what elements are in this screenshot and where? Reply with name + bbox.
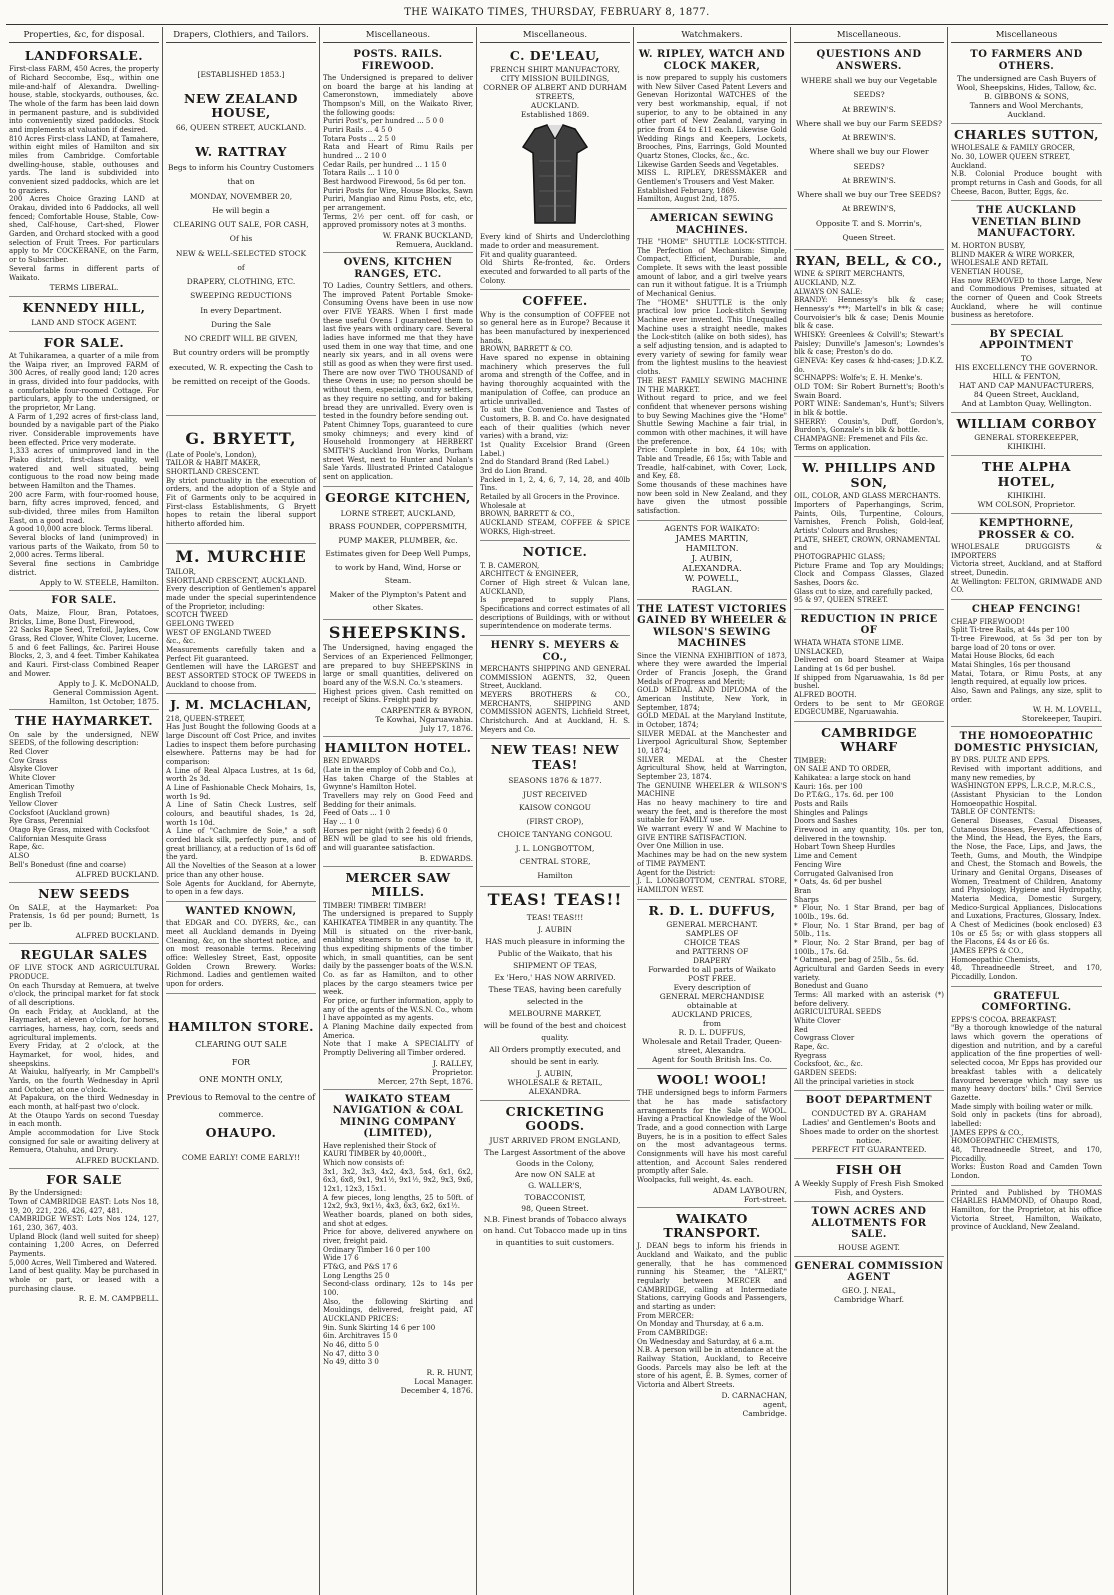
ad-body: Have replenished their Stock of KAURI TIMBER by 40,000ft., Which now consists of: 3x1, 3x2, 3x3, 4x2, 4x3, 5x4, 6x1, 6x2, 6x3, 6x8, 9x1, 9x1½, 9x1½, 9x2, 9x3, 9x6, 12x1, 12x3, 15x1. A few pieces, long lengths, 25 to 50ft. of 12x2, 9x3, 9x1½, 4x3, 6x3, 6x2, 6x1½. Weather boards, planed on both sides, and shot at edges. Price for above, delivered anywhere on river, freight paid. Ordinary Timber 16 0 per 100 Wide 17 6 FT&G, and P&S 17 6 Long Lengths 25 0 Second-class ordinary, 12s to 14s per 100. Also, the following Skirting and Mouldings, delivered, freight paid, AT AUCKLAND PRICES: 9in. Sunk Skirting 14 6 per 100 6in. Architraves 15 0 No 46, ditto 5 0 No 47, ditto 3 0 No 49, ditto 3 0 [323,1141,473,1367]
ad-posts-rails [323,45,473,253]
ad-body: First-class FARM, 450 Acres, the property of Richard Seccombe, Esq., within one mile-and-half of Alexandra. Dwelling-house, stable, stockyards, outhouses, &c. The whole of the farm has been laid down in permanent pasture, and is subdivided into conveniently sized paddocks. Stock and implements at valuation if desired. 810 Acres First-class LAND, at Tamahere, within eight miles of Hamilton and six miles from Cambridge. Comfortable dwelling-house, stable, outhouses and yards. The land is subdivided into convenient sized paddocks, which are let to graziers. 200 Acres Choice Grazing LAND at Orakau, divided into 6 Paddocks, all well fenced; Comfortable House, Stable, Cow-shed, Calf-house, Cart-shed, Flower Garden, and Orchard stocked with a good selection of Fruit Trees. For particulars apply to Mr COCKERANE, on the Farm, or to Subscriber. Several farms in different parts of Waikato. [9,65,159,282]
ad-body: TAILOR, SHORTLAND CRESCENT, AUCKLAND. Every description of Gentlemen's apparel made under the special superintendence of the Proprietor, including: SCOTCH TWEED GEELONG TWEED WEST OF ENGLAND TWEED &c., &c. Measurements carefully taken and a Perfect Fit guaranteed. Gentlemen will have the LARGEST and BEST ASSORTED STOCK OF TWEEDS in Auckland to choose from. [166,567,316,689]
ad-signature: R. R. HUNT, Local Manager. December 4, 1876. [400,1368,473,1396]
ad-body: 218, QUEEN-STREET, Has Just Bought the following Goods at a large Discount off Cost Price, and invites Ladies to inspect them before purchasing elsewhere. Patterns may be had for comparison: A Line of Real Alpaca Lustres, at 1s 6d, worth 2s 3d. A Line of Fashionable Check Mohairs, 1s, worth 1s 9d. A Line of Satin Check Lustres, self colours, and beautiful shades, 1s 2d, worth 1s 10d. A Line of "Cachmire de Soie," a soft corded black silk, perfectly pure, and of great brilliancy, at a reduction of 1s 6d off the yard. All the Novelties of the Season at a lower price than any other house. Sole Agents for Auckland, for Abernyte, to open in a few days. [166,714,316,897]
ad-venetian-blind [951,201,1102,325]
ad-mercer-saw-mills [323,867,473,1090]
ad-title: THE HAYMARKET. [14,713,154,729]
ad-body: The Undersigned is prepared to deliver on board the barge at his landing at Cameronstown, immediately above Thompson's Mill, on the Waikato River, the following goods: Puriri Post's, per hundred ... 5 0 0 Puriri Rails ... 4 5 0 Totara Posts ... 2 5 0 Rata and Heart of Rimu Rails per hundred ... 2 10 0 Cedar Rails, per hundred ... 1 15 0 Totara Rails ... 1 10 0 Best hardwood Firewood, 5s 6d per ton. Puriri Posts for Wire, House Blocks, Sawn Puriri, Mangiao and Rimu Posts, etc, etc, per arrangement. Terms, 2½ per cent. off for cash, or approved promissory notes at 3 months. [323,74,473,230]
ad-title: WAIKATO STEAM NAVIGATION & COAL MINING COMPANY (LIMITED), [332,1093,464,1140]
ad-bryett [166,416,316,543]
ad-title: NEW SEEDS [38,886,130,902]
ad-slogan: COME EARLY! COME EARLY!! [181,1153,301,1163]
ad-body: On sale by the undersigned, NEW SEEDS, of the following description: Red Clover Cow Grass Alsyke Clover White Clover American Timothy English Trefoil Yellow Clover Cocksfoot (Auckland grown) Rye Grass, Perennial Otago Rye Grass, mixed with Cocksfoot Californian Mesquite Grass Rape, &c. ALSO Bell's Bonedust (fine and coarse) [9,730,159,869]
ad-title: GEORGE KITCHEN, [325,489,471,505]
ad-title: THE ALPHA HOTEL, [982,459,1071,489]
ad-body: THE undersigned begs to inform Farmers that he has made satisfactory arrangements for the Sale of WOOL. Having a Practical Knowledge of the Wool Trade, and a good connection with Large Buyers, he is in a position to effect Sales on the most advantageous terms. Consignments will have his most careful attention, and Account Sales rendered promptly after Sale. Woolpacks, full weight, 4s. each. [637,1089,787,1184]
ad-title: J. M. MCLACHLAN, [170,697,312,713]
ad-sheepskins [323,620,473,737]
ad-epps-cocoa [951,987,1102,1186]
ad-body: JUST ARRIVED FROM ENGLAND, The Largest Assortment of the above Goods in the Colony, Are now ON SALE at G. WALLER'S, TOBACCONIST, 98, Queen Street. N.B. Finest brands of Tobacco always on hand. Cut Tobacco made up in tins in quantities to suit customers. [483,1136,627,1247]
ad-body: TEAS! TEAS!!! J. AUBIN HAS much pleasure in informing the Public of the Waikato, that his SHIPMENT OF TEAS, Ex 'Hero,' HAS NOW ARRIVED. These TEAS, having been carefully selected in the MELBOURNE MARKET, will be found of the best and choicest quality. All Orders promptly executed, and should be sent in early. [483,912,627,1066]
ad-body: WINE & SPIRIT MERCHANTS, AUCKLAND, N.Z. ALWAYS ON SALE: BRANDY: Hennessy's blk & case; Hennessy's ***; Martell's in blk & case; Courvoisier's blk & case; Denis Mounie blk & case. WHISKY: Greenlees & Colvill's; Stewart's Paisley; Dunville's Jameson's; Lowndes's blk & case; Preston's do do. GENEVA: Key cases & hhd-cases; J.D.K.Z. do. SCHNAPPS: Wolfe's; E. H. Menke's. OLD TOM: Sir Robert Burnett's; Booth's Swain Board. PORT WINE: Sandeman's, Hunt's; Silvers in blk & bottle. SHERRY: Cousin's, Duff, Gordon's, Burdon's, Gonzale's in blk & bottle. CHAMPAGNE: Fremenet and Fils &c. Terms on application. [794,270,944,452]
ad-ryan-bell [794,250,944,457]
ad-body: On SALE, at the Haymarket: Poa Pratensis, 1s 6d per pound; Burnett, 1s per lb. [9,903,159,930]
ad-body: CONDUCTED BY A. GRAHAM Ladies' and Gentlemen's Boots and Shoes made to order on the shortest notice. PERFECT FIT GUARANTEED. [799,1108,939,1154]
ad-waikato-transport [637,1208,787,1421]
column-heading: Drapers, Clothiers, and Tailors. [166,27,316,43]
ad-waikato-steam [323,1090,473,1398]
ad-signature: W. H. M. LOVELL, Storekeeper, Taupiri. [1021,705,1102,724]
ad-ripley [637,45,787,209]
ad-title: NOTICE. [522,544,588,560]
ad-title: GRATEFUL COMFORTING. [981,990,1072,1014]
ad-william-corboy [951,413,1102,456]
ad-signature: Apply to J. K. McDONALD, General Commission Agent. Hamilton, 1st October, 1875. [48,679,159,707]
ad-title: FOR SALE. [51,595,117,607]
column-misc-4 [948,27,1105,1595]
masthead: THE WAIKATO TIMES, THURSDAY, FEBRUARY 8, 1877. [6,0,1108,25]
ad-regular-sales [9,944,159,1169]
ad-cricketing-goods [480,1101,630,1252]
ad-body: MERCHANTS SHIPPING AND GENERAL COMMISSION AGENTS, 32, Queen Street, Auckland. MEYERS BROTHERS & CO., MERCHANTS, SHIPPING AND COMMISSION AGENTS, Lichfield Street, Christchurch. And at Auckland, H. S. Meyers and Co. [480,665,630,734]
ad-deleau-shirts [480,45,630,290]
ad-title: CHARLES SUTTON, [954,127,1099,142]
ad-body: SEASONS 1876 & 1877. JUST RECEIVED KAISOW CONGOU (FIRST CROP), CHOICE TANYANG CONGOU. J. L. LONGBOTTOM, CENTRAL STORE, Hamilton [497,776,613,880]
ad-title: FOR SALE [46,1171,122,1187]
ad-title: CAMBRIDGE WHARF [821,725,917,755]
ad-signature: ALFRED BUCKLAND. [75,930,159,940]
column-heading: Miscellaneous. [794,27,944,43]
column-heading: Miscellaneous. [480,27,630,43]
ad-body: WHATA WHATA STONE LIME. UNSLACKED, Delivered on board Steamer at Waipa Landing at 1s 6d per bushel. If shipped from Ngaruawahia, 1s 8d per bushel. ALFRED BOOTH. Orders to be sent to Mr GEORGE EDGECUMBE, Ngaruawahia. [794,638,944,717]
ad-body: At Tuhikaramea, a quarter of a mile from the Waipa river, an Improved FARM of 300 Acres, of really good land; 120 acres in grass, divided into four paddocks, with a comfortable four-roomed Cottage. For particulars, apply to the undersigned, or the proprietor, Mr Lang. A Farm of 1,292 acres of first-class land, bounded by a navigable part of the Piako river. Considerable improvements have been effected. Price very moderate. 1,333 acres of unimproved land in the Piako district, first-class quality, well watered and well situated, being contiguous to the road now being made between Hamilton and the Thames. 200 acre Farm, with four-roomed house, barn, fifty acres improved, fenced, and sub-divided, three miles from Hamilton East, on a good road. A good 10,000 acre block. Terms liberal. Several blocks of land (unimproved) in various parts of the Waikato, from 50 to 2,000 acres. Terms liberal. Several fine sections in Cambridge district. [9,351,159,577]
ad-body: TO HIS EXCELLENCY THE GOVERNOR. HILL & FENTON, HAT AND CAP MANUFACTURERS, 84 Queen Street, Auckland, And at Lambton Quay, Wellington. [955,353,1098,408]
ad-town-acres [794,1202,944,1257]
imprint-text: Printed and Published by THOMAS CHARLES HAMMOND, of Ohaupo Road, Hamilton, for the Proprietor, at his office Victoria Street, Hamilton, Waikato, province of Auckland, New Zealand. [951,1188,1102,1232]
ad-murchie [166,544,316,695]
ad-body: WHOLESALE & FAMILY GROCER, No. 30, LOWER QUEEN STREET, Auckland. N.B. Colonial Produce bought with prompt returns in Cash and Goods, for all Cheese, Bacon, Butter, Eggs, &c. [951,144,1102,196]
column-misc-1 [320,27,477,1595]
ad-body: J. DEAN begs to inform his friends in Auckland and Waikato, and the public generally, that he has commenced running his Steamer, the "ALERT," regularly between MERCER and CAMBRIDGE, calling at Intermediate Stations, carrying Goods and Passengers, and starting as under: From MERCER: On Monday and Thursday, at 6 a.m. From CAMBRIDGE: On Wednesday and Saturday, at 6 a.m. N.B. A person will be in attendance at the Railway Station, Auckland, to Receive Goods. Parcels may also be left at the store of his agent, E. B. Symes, corner of Victoria and Albert Streets. [637,1242,787,1390]
ad-title: LANDFORSALE. [24,48,144,63]
ad-title: TOWN ACRES AND ALLOTMENTS FOR SALE. [811,1206,927,1241]
ad-homoeopathic [951,727,1102,986]
ad-body: is now prepared to supply his customers with New Silver Cased Patent Levers and Genevan Horizontal WATCHES of the very best workmanship, equal, if not superior, to any to be obtained in any other part of New Zealand, varying in price from £4 to £11 each. Likewise Gold Wedding Rings and Keepers, Lockets, Brooches, Pins, Earrings, Gold Mounted Quartz Stones, Clocks, &c., &c. Likewise Garden Seeds and Vegetables. MISS L. RIPLEY, DRESSMAKER and Gentlemen's Trousers and Vest Maker. Established February, 1869. Hamilton, August 2nd, 1875. [637,74,787,204]
ad-title: NEW ZEALAND HOUSE, [184,91,298,121]
ad-title: CHEAP FENCING! [971,604,1082,616]
ad-new-teas [480,739,630,887]
ad-phillips [794,457,944,609]
ad-signature: R. E. M. CAMPBELL. [78,1294,159,1304]
ad-established: [ESTABLISHED 1853.] [197,70,285,79]
ad-title: FISH OH [835,1161,903,1177]
ad-kennedy-hill [9,297,159,331]
ad-body: GENERAL STOREKEEPER, KIHIKIHI. [974,433,1079,452]
ad-title: TO FARMERS AND OTHERS. [970,49,1083,72]
ad-title: RYAN, BELL, & CO., [795,253,943,268]
ad-for-sale-steele [9,332,159,592]
ad-boot-department [794,1091,944,1159]
ad-body: T. B. CAMERON, ARCHITECT & ENGINEER, Corner of High street & Vulcan lane, AUCKLAND, Is prepared to supply Plans, Specifications and correct estimates of all descriptions of Buildings, with or without superintendence on moderate terms. [480,561,630,631]
ad-address: 66, QUEEN STREET, AUCKLAND. [175,122,307,132]
ad-title: WAIKATO TRANSPORT. [663,1210,761,1241]
imprint [951,1186,1102,1236]
column-heading: Miscellaneous. [323,27,473,43]
ad-edgar-dyers [166,902,316,994]
ad-ovens [323,253,473,486]
ad-body: GEO. J. NEAL, Cambridge Wharf. [833,1285,905,1304]
ad-title: WOOL! WOOL! [656,1071,768,1087]
columns [6,27,1108,1595]
ad-signature: Apply to W. STEELE, Hamilton. [39,578,159,588]
ad-title: HENRY S. MEYERS & CO., [490,640,620,663]
ad-lime-reduction [794,610,944,722]
ad-title: HAMILTON STORE. [168,1018,314,1034]
ad-wool [637,1069,787,1208]
ad-signature: ALFRED BUCKLAND. [75,1155,159,1165]
ad-alpha-hotel [951,456,1102,514]
ad-signature: J. AUBIN, WHOLESALE & RETAIL, ALEXANDRA. [507,1068,603,1096]
ad-haymarket [9,710,159,883]
ad-hamilton-hotel [323,737,473,867]
ad-signature: CARPENTER & BYRON, Te Kowhai, Ngaruawahia. July 17, 1876. [375,706,473,734]
ad-body: M. HORTON BUSBY, BLIND MAKER & WIRE WORKER, WHOLESALE AND RETAIL VENETIAN HOUSE, Has now REMOVED to those Large, New and Commodious Premises, situated at the corner of Queen and Cook Streets Auckland, where he will continue business as heretofore. [951,241,1102,320]
ad-body: EPPS'S COCOA. BREAKFAST. "By a thorough knowledge of the natural laws which govern the operations of digestion and nutrition, and by a careful application of the fine properties of well-selected cocoa, Mr Epps has provided our breakfast tables with a delicately flavoured beverage which may save us many heavy doctors' bills." Civil Service Gazette. Made simply with boiling water or milk. Sold only in packets (tins for abroad), labelled: JAMES EPPS & CO., HOMOEOPATHIC CHEMISTS, 48, Threadneedle Street, and 170, Piccadilly. Works: Euston Road and Camden Town London. [951,1015,1102,1180]
ad-signature: TERMS LIBERAL. [49,283,119,293]
ad-title: REDUCTION IN PRICE OF [800,613,938,637]
ad-title: THE HOMOEOPATHIC DOMESTIC PHYSICIAN, [954,731,1099,754]
ad-new-seeds [9,883,159,943]
ad-body: CHEAP FIREWOOD! Split Ti-tree Rails, at 44s per 100 Ti-tree Firewood, at 5s 3d per ton by barge load of 20 tons or over. Matai House Blocks, 6d each Matai Shingles, 16s per thousand Matai, Totara, or Rimu Posts, at any length required, at equally low prices. Also, Sawn and Palings, any size, split to order. [951,617,1102,704]
ad-hamilton-store [166,994,316,1167]
ad-farmers-gibbons [951,45,1102,124]
ad-title: M. MURCHIE [175,546,307,566]
ad-title: GENERAL COMMISSION AGENT [794,1260,944,1284]
ad-body: Oats, Maize, Flour, Bran, Potatoes, Bricks, Lime, Bone Dust, Firewood, 22 Sacks Rape Seed, Trefoil, Jaykes, Cow Grass, Red Clover, White Clover, Lucerne. 5 and 6 feet Fallings, &c. Parirei House Blocks, 2, 3, and 4 feet. Timber Kahikatea and Kauri. First-class Combined Reaper and Mower. [9,608,159,678]
ad-body: WHOLESALE DRUGGISTS & IMPORTERS Victoria street, Auckland, and at Stafford street, Dunedin. At Wellington: FELTON, GRIMWADE AND CO. [951,543,1102,595]
column-heading: Miscellaneous [951,27,1102,43]
ad-kempthorne [951,514,1102,600]
ad-new-zealand-house [166,45,316,416]
ad-title: FOR SALE. [43,334,125,350]
ad-wheeler-wilson [637,600,787,900]
ad-title: SHEEPSKINS. [328,622,468,642]
ad-body: WHERE shall we buy our Vegetable SEEDS? At BREWIN'S. Where shall we buy our Farm SEEDS? At BREWIN'S. Where shall we buy our Flower SEEDS? At BREWIN'S. Where shall we buy our Tree SEEDS? At BREWIN'S, Opposite T. and S. Morrin's, Queen Street. [795,76,943,242]
ad-title: TEAS! TEAS!! [487,890,623,910]
ad-title: COFFEE. [522,293,588,309]
ad-body: FRENCH SHIRT MANUFACTORY, CITY MISSION BUILDINGS, CORNER OF ALBERT AND DURHAM STREETS, AUCKLAND. Established 1869. [483,65,627,120]
ad-american-sewing [637,209,787,521]
ad-title: THE LATEST VICTORIES GAINED BY WHEELER & WILSON'S SEWING MACHINES [637,603,787,650]
ad-body: TO Ladies, Country Settlers, and others. The improved Patent Portable Smoke-Consuming Ovens have been in use now over FIVE YEARS. When I first made these useful Ovens I guaranteed them to last five years with ordinary care. Several ladies have informed me that they have used them in one way that time, and one nearly six years, and in all ovens were still as good as when they were first used. There are now over TWO THOUSAND of these Ovens in use; no person should be without them, especially country settlers, as they require no setting, and for baking bread they are unrivalled. Every oven is tested in the foundry before sending out. Patent Chimney Tops, guaranteed to cure smoky chimneys; and every kind of Household Ironmongery at HERBERT SMITH'S Auckland Iron Works, Durham street West, next to Hunter and Nolan's Sale Yards. Illustrated Printed Catalogue sent on application. [323,282,473,481]
ad-body: GENERAL MERCHANT. SAMPLES OF CHOICE TEAS and PATTERNS OF DRAPERY Forwarded to all parts of Waikato POST FREE. Every description of GENERAL MERCHANDISE obtainable at AUCKLAND PRICES, from R. D. L. DUFFUS, Wholesale and Retail Trader, Queen-street, Alexandra. Agent for South British Ins. Co. [642,919,782,1064]
ad-land-for-sale [9,45,159,297]
ad-title: NEW TEAS! NEW TEAS! [490,742,620,772]
ad-duffus [637,900,787,1069]
ad-title: R. D. L. DUFFUS, [648,902,776,918]
ad-cheap-fencing [951,600,1102,727]
column-misc-2 [477,27,634,1595]
column-drapers [163,27,320,1595]
shirt-illustration-icon [515,121,595,231]
ad-title: BY SPECIAL APPOINTMENT [979,328,1074,352]
ad-body: that EDGAR and CO. DYERS, &c., can meet all Auckland demands in Dyeing Cleaning, &c, on the shortest notice, and on most reasonable terms. Receiving office: Wellesley Street, East, opposite Golden Crown Brewery. Works: Richmond. Ladies and gentlemen waited upon for orders. [166,919,316,989]
ad-hill-fenton [951,325,1102,413]
column-watchmakers [634,27,791,1595]
ad-signature: W. FRANK BUCKLAND, Remuera, Auckland. [382,231,473,250]
ad-agents-waikato [637,521,787,600]
ad-cambridge-wharf [794,722,944,1091]
ad-body: Why is the consumption of COFFEE not so general here as in Europe? Because it has been manufactured by inexperienced hands. BROWN, BARRETT & CO. Have spared no expense in obtaining machinery which preserves the full aroma and strength of the Coffee, and in having thoroughly acquainted with the manipulation of Coffee, can produce an article unrivalled. To suit the Convenience and Tastes of Customers, B. B. and Co. have designated each of their qualities (which never varies) with a brand, viz: 1st Quality Excelsior Brand (Green Label.) 2nd do Standard Brand (Red Label.) 3rd do Lion Brand. Packed in 1, 2, 4, 6, 7, 14, 28, and 40lb Tins. Retailed by all Grocers in the Province. Wholesale at BROWN, BARRETT & CO., AUCKLAND STEAM, COFFEE & SPICE WORKS, High-street. [480,310,630,536]
ad-body: TIMBER! TIMBER! TIMBER! The undersigned is prepared to Supply KAHIKATEA TIMBER in any quantity. The Mill is situated on the river-bank, enabling steamers to come close to it, thus expediting shipments of the timber which, in small quantities, can be sent daily by the passenger boats of the W.S.N. Co. as far as Hamilton, and to other places by the cargo steamers twice per week. For price, or further information, apply to any of the agents of the W.S.N. Co., whom I have appointed as my agents. A Planing Machine daily expected from America. Note that I make A SPECIALITY of Promptly Delivering all Timber ordered. [323,901,473,1057]
ad-body: LORNE STREET, AUCKLAND, BRASS FOUNDER, COPPERSMITH, PUMP MAKER, PLUMBER, &c. Estimates given for Deep Well Pumps, to work by Hand, Wind, Horse or Steam. Maker of the Plympton's Patent and other Skates. [325,508,471,613]
ad-title: WANTED KNOWN, [185,905,297,917]
ad-body: The undersigned are Cash Buyers of Wool, Sheepskins, Hides, Tallow, &c. B. GIBBONS & SONS, Tanners and Wool Merchants, Auckland. [956,74,1097,119]
ad-questions-answers [794,45,944,250]
ad-geo-neal [794,1257,944,1308]
ad-for-sale-mcdonald [9,591,159,710]
ad-title: W. RIPLEY, WATCH AND CLOCK MAKER, [638,49,786,72]
ad-signature: ADAM LAYBOURN, Fort-street. [712,1185,787,1204]
ad-body: (Late of Poole's, London), TAILOR & HABIT MAKER, SHORTLAND CRESCENT. By strict punctuality in the execution of orders, and the adoption of a Style and Fit of Garments only to be acquired in First-class Establishments, G Bryett hopes to retain the liberal support hitherto afforded him. [166,450,316,528]
column-heading: Properties, &c, for disposal. [9,27,159,43]
ad-title: CRICKETING GOODS. [505,1103,605,1133]
ad-body: OF LIVE STOCK AND AGRICULTURAL PRODUCE. On each Thursday at Remuera, at twelve o'clock, the principal market for fat stock of all descriptions. On each Friday, at Auckland, at the Haymarket, at eleven o'clock, for horses, carriages, harness, hay, corn, seeds and agricultural implements. Every Friday, at 2 o'clock, at the Haymarket, for wool, hides, and sheepskins. At Waiuku, halfyearly, in Mr Campbell's Yards, on the fourth Wednesday in April and October, at one o'clock. At Papakura, on the third Wednesday in each month, at half-past two o'clock. At the Otaupo Yards on second Tuesday in each month. Ample accommodation for Live Stock consigned for sale or awaiting delivery at Remuera, Otahuhu, and Drury. [9,964,159,1155]
ad-body: BEN EDWARDS (Late in the employ of Cobb and Co.), Has taken Charge of the Stables at Gwynne's Hamilton Hotel. Travellers may rely on Good Feed and Bedding for their animals. Feed of Oats ... 1 0 Hay ... 1 0 Horses per night (with 2 feeds) 6 0 BEN will be glad to see his old friends, and will guarantee satisfaction. [323,757,473,853]
ad-title: AMERICAN SEWING MACHINES. [650,213,774,236]
ad-coffee [480,290,630,541]
ad-meyers [480,636,630,739]
ad-fish [794,1159,944,1202]
column-properties [6,27,163,1595]
column-heading: Watchmakers. [637,27,787,43]
ad-body: KIHIKIHI. WM COLSON, Proprietor. [977,491,1076,510]
ad-title: OVENS, KITCHEN RANGES, ETC. [343,257,453,280]
ad-body: A Weekly Supply of Fresh Fish Smoked Fish, and Oysters. [794,1179,944,1198]
ad-for-sale-campbell [9,1169,159,1306]
ad-teas-aubin [480,887,630,1100]
column-misc-3 [791,27,948,1595]
ad-title: WILLIAM CORBOY [956,415,1097,431]
ad-body: Since the VIENNA EXHIBITION of 1873, where they were awarded the Imperial Order of Francis Joseph, the Grand Medals of Progress and Merit; GOLD MEDAL AND DIPLOMA of the American Institute, New York, in September, 1874; GOLD MEDAL at the Maryland Institute, in October, 1874; SILVER MEDAL at the Manchester and Liverpool Agricultural Show, September 10, 1874; SILVER MEDAL at the Chester Agricultural Show, held at Warrington, September 23, 1874. The GENUINE WHEELER & WILSON'S MACHINE Has no heavy machinery to tire and weary the feet, and is therefore the most suitable for FAMILY use. We warrant every W and W Machine to GIVE ENTIRE SATISFACTION. Over One Million in use. Machines may be had on the new system of TIME PAYMENT. Agent for the District: J. L. LONGBOTTOM, CENTRAL STORE, HAMILTON WEST. [637,651,787,894]
ad-body: By the Undersigned: Town of CAMBRIDGE EAST: Lots Nos 18, 19, 20, 221, 226, 426, 427, 481. CAMBRIDGE WEST: Lots Nos 124, 127, 161, 230, 367, 403. Upland Block (land well suited for sheep) containing 1,200 Acres, on Deferred Payments. 5,000 Acres, Well Timbered and Watered. Land of best quality. May be purchased in whole or part, or leased with a purchasing clause. [9,1189,159,1293]
ad-title: W. PHILLIPS AND SON, [802,460,936,490]
ad-notice-cameron [480,541,630,636]
ad-body: The Undersigned, having engaged the Services of an Experienced Fellmonger, are prepared to buy SHEEPSKINS in large or small quantities, delivered on board any of the W.S.N. Co.'s steamers. Highest prices given. Cash remitted on receipt of Skins. Freight paid by [323,644,473,705]
ad-body: LAND AND STOCK AGENT. [31,317,137,327]
ad-body: HOUSE AGENT. [838,1242,900,1252]
ad-title: BOOT DEPARTMENT [805,1095,933,1107]
ad-title: POSTS. RAILS. FIREWOOD. [353,49,443,72]
ad-signature: ALFRED BUCKLAND. [75,870,159,880]
ad-title: C. DE'LEAU, [509,48,601,63]
ad-title: AGENTS FOR WAIKATO: [664,523,760,533]
ad-location: OHAUPO. [205,1125,277,1141]
ad-title: KENNEDY HILL, [22,300,146,316]
ad-title: KEMPTHORNE, PROSSER & CO. [978,518,1075,541]
ad-body: CLEARING OUT SALE FOR ONE MONTH ONLY, Previous to Removal to the centre of commerce. [166,1040,316,1120]
ad-body: Begs to inform his Country Customers that on MONDAY, NOVEMBER 20, He will begin a CLEARING OUT SALE, FOR CASH, Of his NEW & WELL-SELECTED STOCK of DRAPERY, CLOTHING, ETC. SWEEPING REDUCTIONS In every Department. During the Sale NO CREDIT WILL BE GIVEN, But country orders will be promptly executed, W. R. expecting the Cash to be remitted on receipt of the Goods. [167,163,315,386]
ad-body: JAMES MARTIN, HAMILTON. J. AUBIN, ALEXANDRA. W. POWELL, RAGLAN. [675,533,749,595]
ad-charles-sutton [951,124,1102,201]
ad-title: REGULAR SALES [20,946,148,962]
ad-title: MERCER SAW MILLS. [345,869,451,900]
ad-body: TIMBER: ON SALE AND TO ORDER, Kahikatea: a large stock on hand Kauri: 16s. per 100 Do P.T.&G., 17s. 6d. per 100 Posts and Rails Shingles and Palings Doors and Sashes Firewood in any quantity, 10s. per ton, delivered in the township. Hobart Town Sheep Hurdles Lime and Cement Fencing Wire Corrugated Galvanised Iron * Oats, 4s. 6d per bushel Bran Sharps * Flour, No. 1 Star Brand, per bag of 100lb., 19s. 6d. * Flour, No. 1 Star Brand, per bag of 50lb., 11s. * Flour, No. 2 Star Brand, per bag of 100lb., 17s. 6d. * Oatmeal, per bag of 25lb., 5s. 6d. Agricultural and Garden Seeds in every variety. Bonedust and Guano Terms: All marked with an asterisk (*) before delivery. AGRICULTURAL SEEDS White Clover Red Cowgrass Clover Rape, &c. Ryegrass Cocksfoot, &c., &c. GARDEN SEEDS: All the principal varieties in stock [794,756,944,1086]
ad-proprietor: W. RATTRAY [195,143,287,159]
ad-title: HAMILTON HOTEL. [324,740,472,756]
ad-title: QUESTIONS AND ANSWERS. [816,49,922,72]
ad-signature: D. CARNACHAN, agent, Cambridge. [721,1390,787,1418]
ad-title: THE AUCKLAND VENETIAN BLIND MANUFACTORY. [971,205,1082,240]
ad-body: BY DRS. PULTE AND EPPS. Revised with important additions, and many new remedies, by WASHINGTON EPPS, L.R.C.P., M.R.C.S., (Assistant Physician to the London Homoeopathic Hospital. TABLE OF CONTENTS: General Diseases, Casual Diseases, Cutaneous Diseases, Fevers, Affections of the Mind, the Head, the Eyes, the Ears, the Nose, the Face, Lips, and Jaws, the Teeth, Gums, and Mouth, the Windpipe and Chest, the Stomach and Bowels, the Urinary and Genital Organs, Diseases of Women, Treatment of Children, Anatomy and Physiology, Hygiene and Hydropathy, Materia Medica, Domestic Surgery, Medico-Surgical Appliances, Dislocations and Luxations, Fractures, Glossary, Index. A Chest of Medicines (book enclosed) £3 10s or £5 5s; or with glass stoppers all the Flacons, £4 4s or £6 6s. JAMES EPPS & CO., Homoeopathic Chemists, 48, Threadneedle Street, and 170, Piccadilly, London. [951,756,1102,982]
ad-george-kitchen [323,487,473,620]
ad-body: OIL, COLOR, AND GLASS MERCHANTS. Importers of Paperhangings, Scrim, Paints, Oils, Turpentine, Colours, Varnishes, French Polish, Gold-leaf, Artists' Colours and Brushes; PLATE, SHEET, CROWN, ORNAMENTAL and PHOTOGRAPHIC GLASS; Picture Frame and Top ary Mouldings; Clock and Compass Glasses, Glazed Sashes, Doors &c. Glass cut to size, and carefully packed, 95 & 97, QUEEN STREET. [794,492,944,605]
ad-signature: B. EDWARDS. [419,853,473,863]
ad-signature: J. RALLEY, Proprietor. Mercer, 27th Sept, 1876. [377,1058,473,1086]
ad-title: G. BRYETT, [185,429,297,449]
ad-mclachlan [166,694,316,901]
ad-body-2: Every kind of Shirts and Underclothing made to order and measurement. Fit and quality guaranteed. Old Shirts Re-fronted, &c. Orders executed and forwarded to all parts of the Colony. [480,233,630,285]
ad-body: THE "HOME" SHUTTLE LOCK-STITCH. The Perfection of Mechanism: Simple, Compact, Efficient, Durable, and Complete. It sews with the least possible amount of labor, and a girl twelve years can run it without fatigue. It is a Triumph of Mechanical Genius. The "HOME" SHUTTLE is the only practical low price Lock-stitch Sewing Machine ever invented. This Unequalled Machine uses a straight needle, makes the Lock-stitch (alike on both sides), has a self adjusting tension, and is adapted to every variety of sewing for family wear from the lightest muslins to the heaviest cloths. THE BEST FAMILY SEWING MACHINE IN THE MARKET. Without regard to price, and we feel confident that whenever persons wishing to buy Sewing Machines give the "Home" Shuttle Sewing Machine a fair trial, in common with other machines, it will have the preference. Price: Complete in box, £4 10s; with Table and Treadle, £6 15s; with Table and Treadle, half-cabinet, with Cover, Lock, and Key, £8. Some thousands of these machines have now been sold in New Zealand, and they have given the utmost possible satisfaction. [637,238,787,515]
